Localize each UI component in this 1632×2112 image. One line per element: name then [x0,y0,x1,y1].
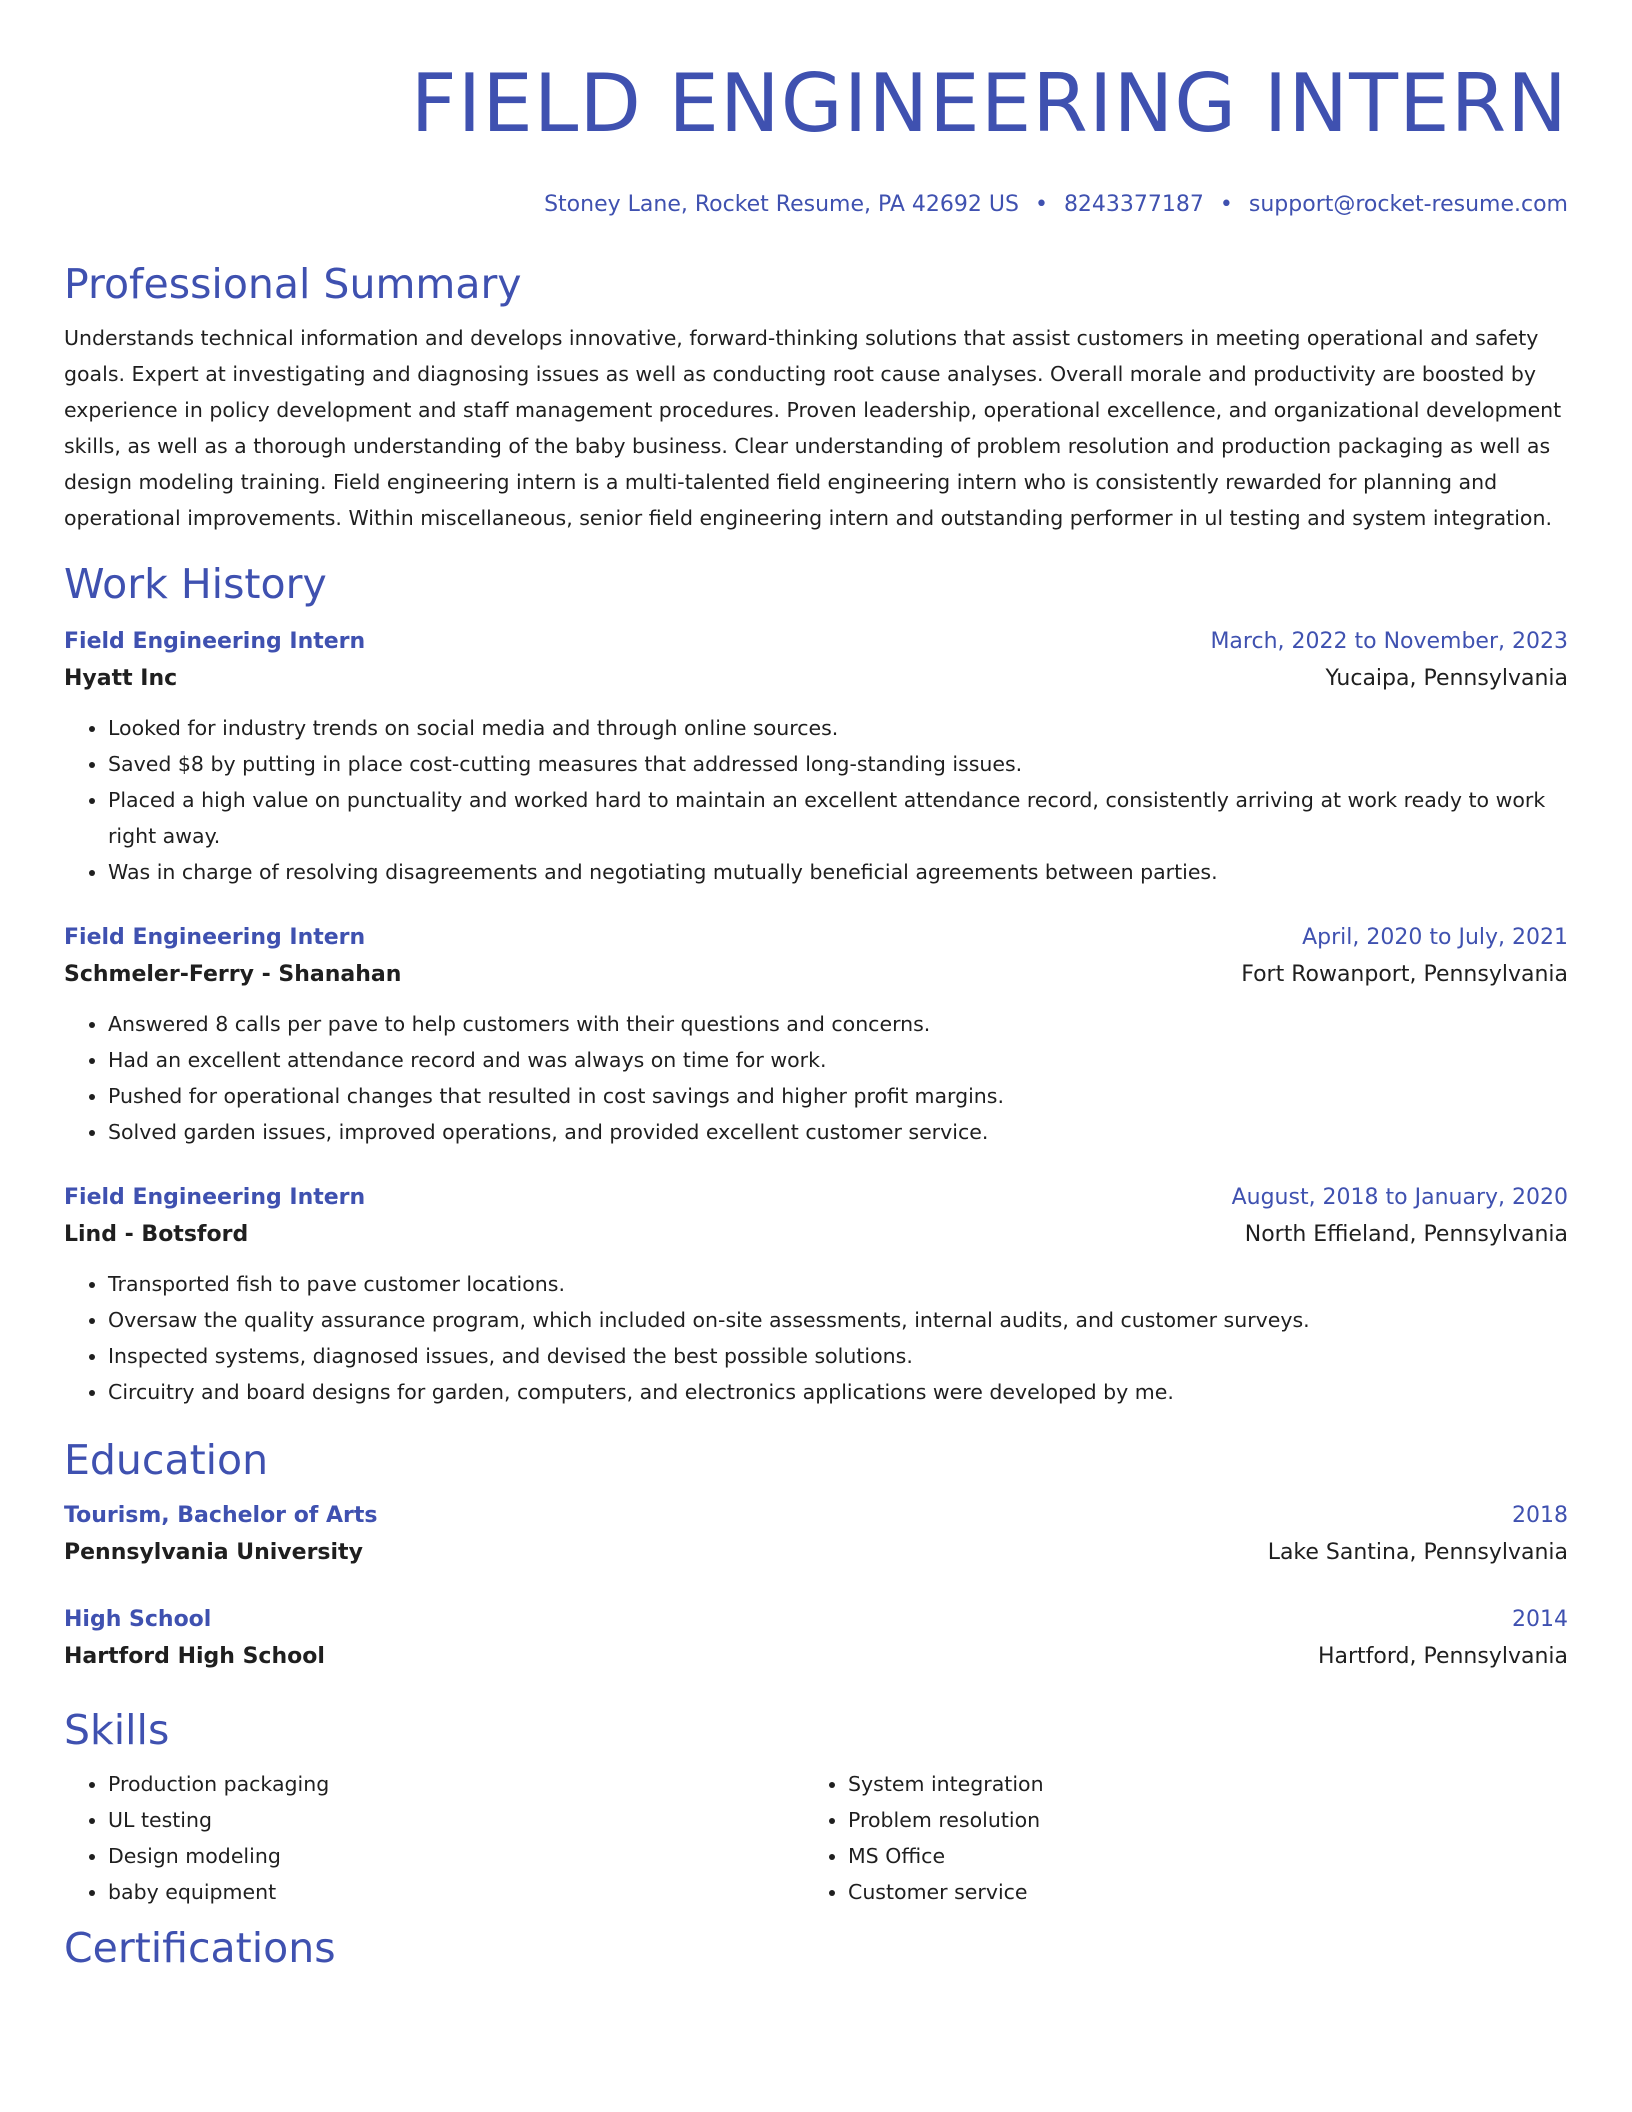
contact-line [64,190,1568,220]
contact-email: support@rocket-resume.com [1248,192,1568,217]
job-company: Schmeler-Ferry - Shanahan [64,962,402,987]
education-degree: High School [64,1607,212,1632]
skill-item: • Problem resolution [848,1802,1544,1838]
education-location: Lake Santina, Pennsylvania [1267,1540,1568,1565]
job-bullet: • Answered 8 calls per pave to help customers with their questions and concerns. [108,1006,1568,1042]
skill-item: • baby equipment [108,1874,804,1910]
skill-item: • System integration [848,1766,1544,1802]
job-bullet: • Looked for industry trends on social media and through online sources. [108,710,1568,746]
skill-item: • Customer service [848,1874,1544,1910]
job-bullet: • Had an excellent attendance record and was always on time for work. [108,1042,1568,1078]
job-title: Field Engineering Intern [64,1185,366,1210]
education-entry [64,1498,1568,1572]
job-dates: March, 2022 to November, 2023 [1210,629,1568,654]
summary-heading: Professional Summary [64,260,522,308]
skills-list [64,1766,1568,1910]
education-heading: Education [64,1436,269,1484]
job-company: Lind - Botsford [64,1222,249,1247]
job-entry [64,624,1568,890]
contact-separator: • [1034,192,1048,217]
job-dates: August, 2018 to January, 2020 [1231,1185,1568,1210]
job-entry [64,1180,1568,1410]
skills-column-left [64,1766,804,1910]
skill-item: • MS Office [848,1838,1544,1874]
job-location: Fort Rowanport, Pennsylvania [1241,962,1568,987]
certifications-heading: Certifications [64,1924,336,1972]
education-school: Pennsylvania University [64,1540,363,1565]
education-entry [64,1602,1568,1676]
job-bullet: • Circuitry and board designs for garden, computers, and electronics applications were developed by me. [108,1374,1568,1410]
job-bullets [64,1006,1568,1150]
job-bullet: • Inspected systems, diagnosed issues, and devised the best possible solutions. [108,1338,1568,1374]
job-bullet: • Pushed for operational changes that resulted in cost savings and higher profit margins. [108,1078,1568,1114]
job-company: Hyatt Inc [64,666,178,691]
education-location: Hartford, Pennsylvania [1317,1644,1568,1669]
work-history-heading: Work History [64,560,327,608]
skill-item: • Production packaging [108,1766,804,1802]
job-title: Field Engineering Intern [64,925,366,950]
education-year: 2014 [1512,1607,1568,1632]
contact-phone: 8243377187 [1063,192,1204,217]
job-bullet: • Was in charge of resolving disagreements and negotiating mutually beneficial agreements between parties. [108,854,1568,890]
job-bullets [64,710,1568,890]
skills-column-right [804,1766,1544,1910]
job-location: Yucaipa, Pennsylvania [1325,666,1568,691]
resume-header [64,0,1568,220]
job-bullet: • Solved garden issues, improved operations, and provided excellent customer service. [108,1114,1568,1150]
job-bullets [64,1266,1568,1410]
job-location: North Effieland, Pennsylvania [1244,1222,1568,1247]
job-title: Field Engineering Intern [64,629,366,654]
job-bullet: • Saved $8 by putting in place cost-cutting measures that addressed long-standing issues. [108,746,1568,782]
skill-item: • Design modeling [108,1838,804,1874]
job-dates: April, 2020 to July, 2021 [1302,925,1568,950]
resume-title: FIELD ENGINEERING INTERN [410,57,1568,150]
summary-text: Understands technical information and develops innovative, forward-thinking solutions that assist customers in meeting operational and safety goals. Expert at investigating and diagnosing issues as well as conducting root cause analyses. Overall morale and productivity are boosted by experience in policy development and staff management procedures. Proven leadership, operational excellence, and organizational development skills, as well as a thorough understanding of the baby business. Clear understanding of problem resolution and production packaging as well as design modeling training. Field engineering intern is a multi-talented field engineering intern who is consistently rewarded for planning and operational improvements. Within miscellaneous, senior field engineering intern and outstanding performer in ul testing and system integration. [64,326,1562,530]
contact-separator: • [1219,192,1233,217]
skill-item: • UL testing [108,1802,804,1838]
skills-heading: Skills [64,1706,170,1754]
job-bullet: • Placed a high value on punctuality and worked hard to maintain an excellent attendance record, consistently arriving at work ready to work right away. [108,782,1568,854]
resume-page [64,0,1568,1974]
contact-address: Stoney Lane, Rocket Resume, PA 42692 US [544,192,1019,217]
job-bullet: • Transported fish to pave customer locations. [108,1266,1568,1302]
education-degree: Tourism, Bachelor of Arts [64,1503,378,1528]
job-bullet: • Oversaw the quality assurance program, which included on-site assessments, internal audits, and customer surveys. [108,1302,1568,1338]
education-school: Hartford High School [64,1644,325,1669]
job-entry [64,920,1568,1150]
education-year: 2018 [1512,1503,1568,1528]
